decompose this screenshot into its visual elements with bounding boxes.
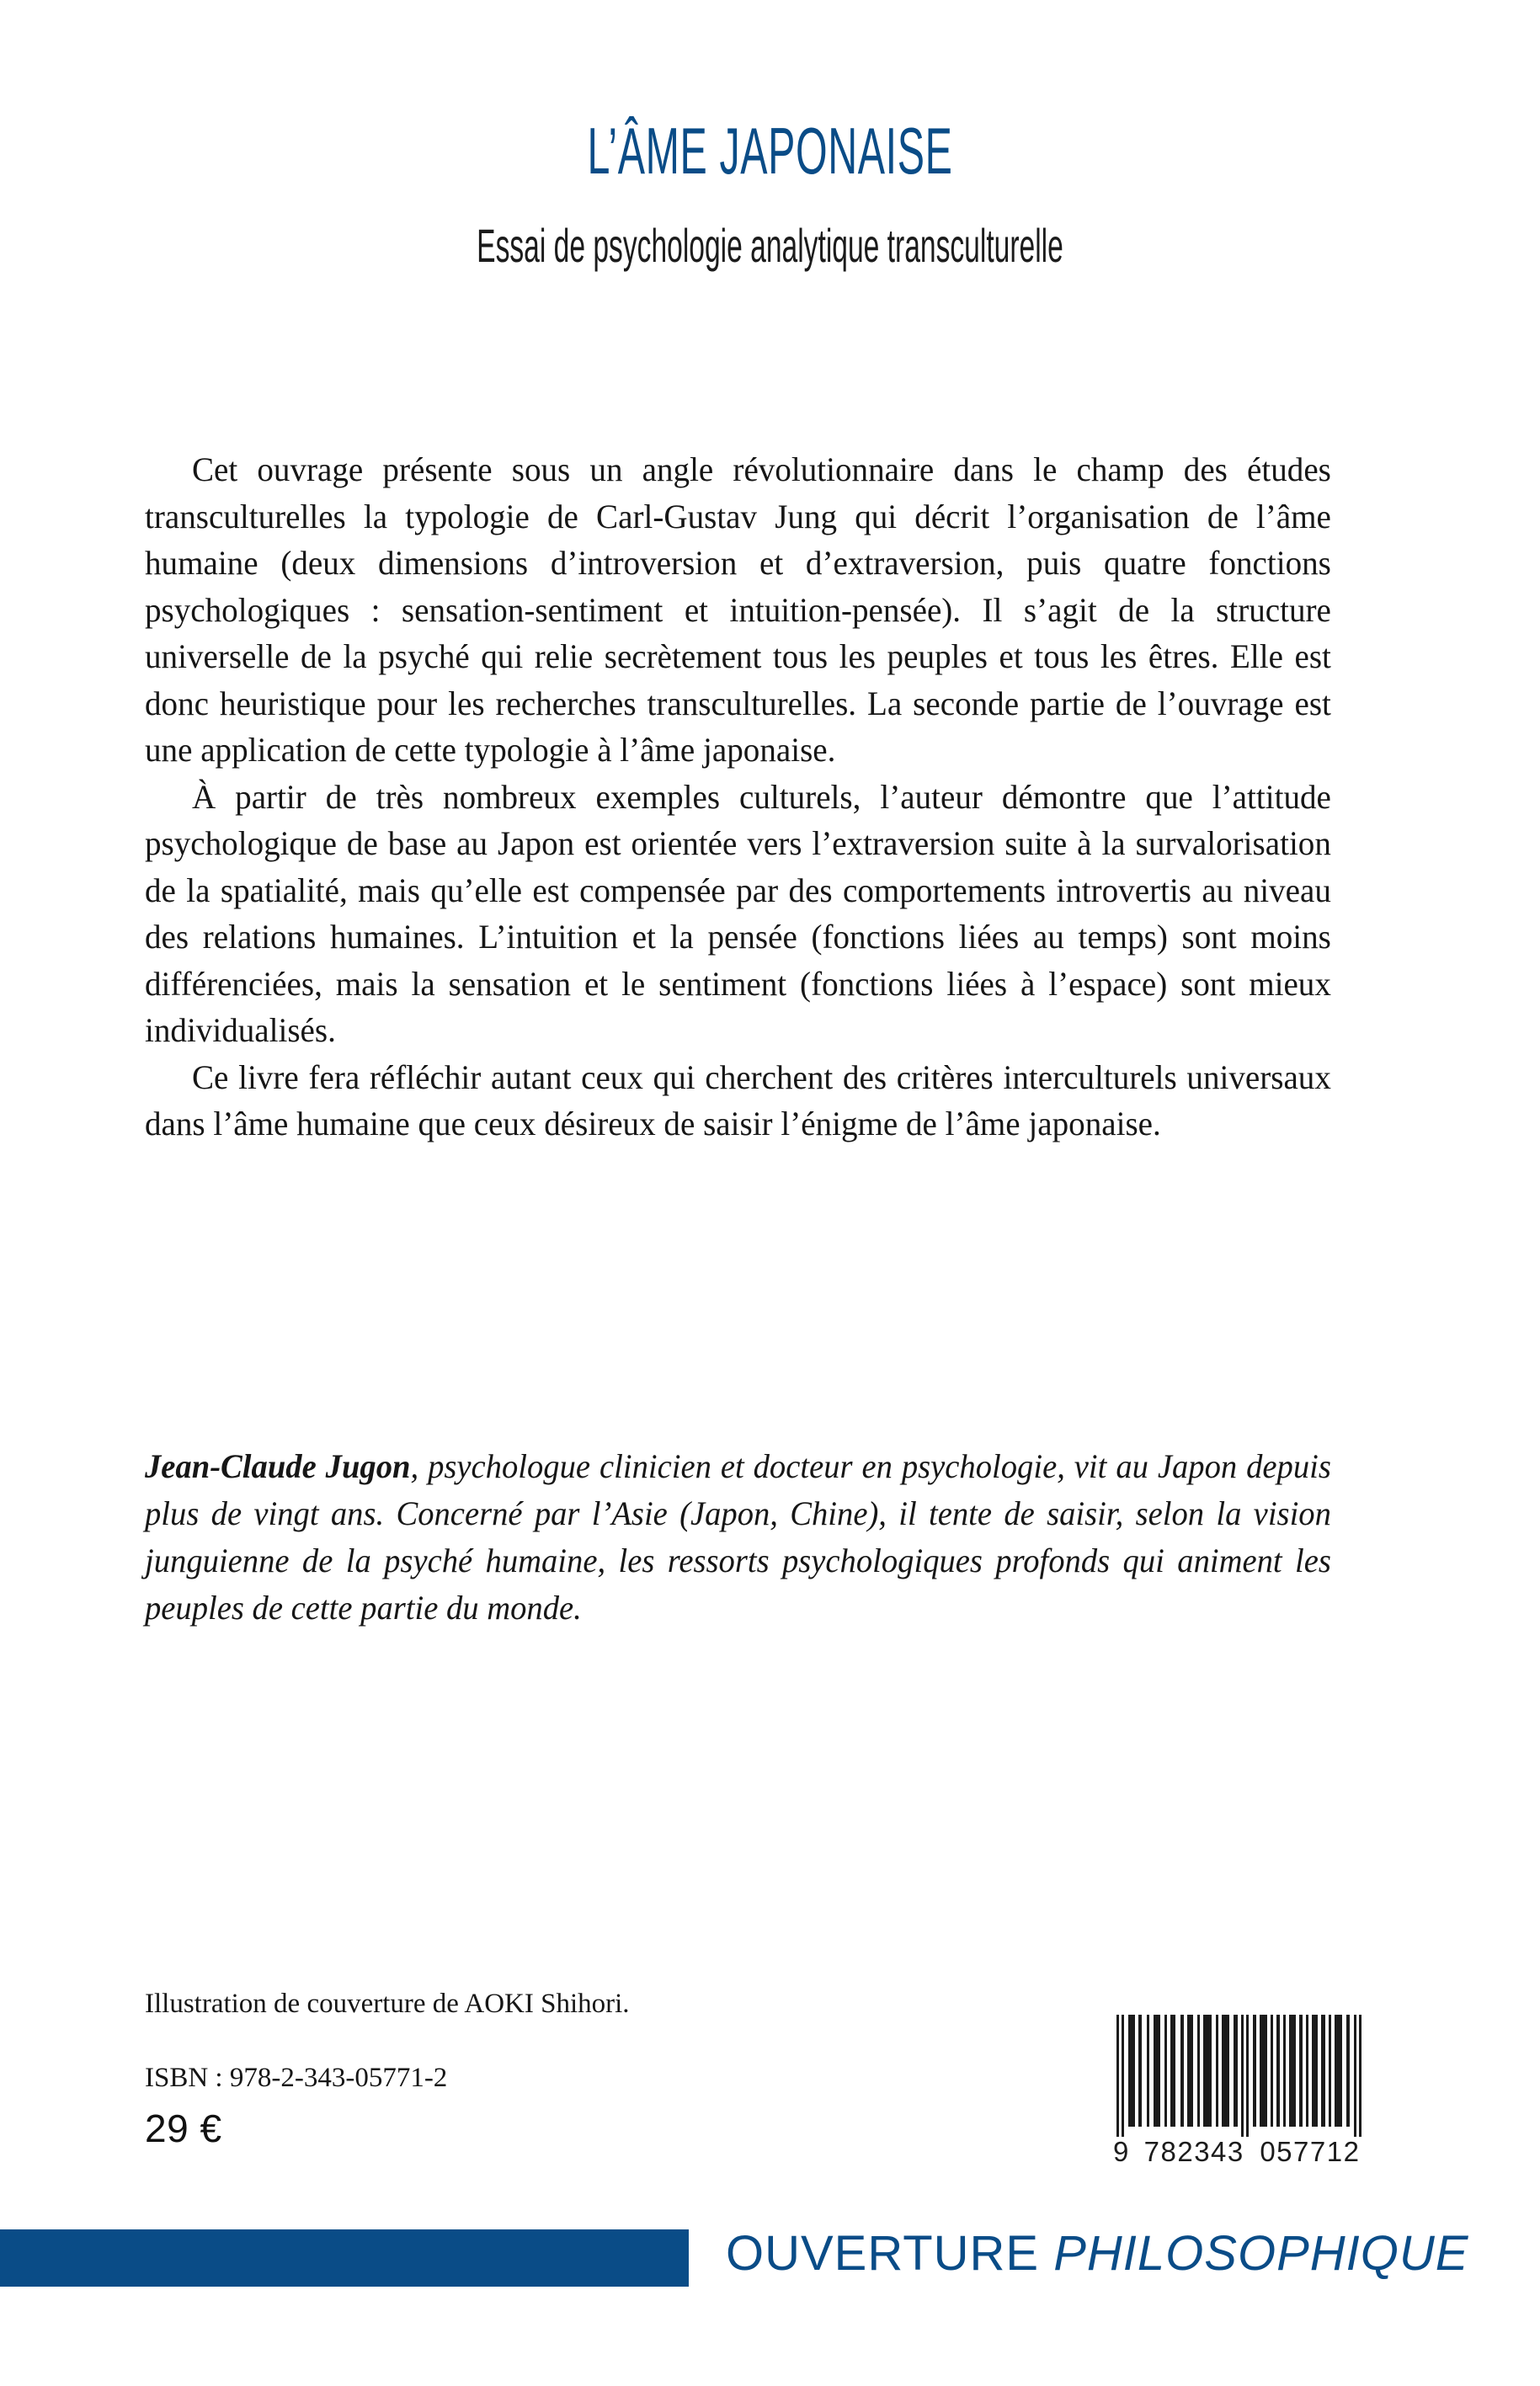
author-bio-section [145, 1443, 1374, 1632]
footer-meta [145, 1987, 903, 2150]
author-bio-paragraph [145, 1443, 1331, 1632]
barcode-digit-group-3: 057712 [1260, 2136, 1361, 2167]
blurb-paragraph-2: À partir de très nombreux exemples culturels, l’auteur démontre que l’attitude psychologique de base au Japon est orientée vers l’extraversion suite à la survalorisation de la spatialité, mais qu’elle est compensée par des comportements introvertis au niveau des relations humaines. L’intuition et la pensée (fonctions liées au temps) sont moins différenciées, mais la sensation et le sentiment (fonctions liées à l’espace) sont mieux individualisés. [145, 777, 1331, 1049]
page-subtitle: Essai de psychologie analytique transculturelle [477, 219, 1063, 272]
barcode-digits [1111, 2136, 1372, 2168]
barcode-digit-group-2: 782343 [1143, 2136, 1244, 2167]
title-block [0, 114, 1540, 272]
collection-name-part-2: PHILOSOPHIQUE [1053, 2226, 1469, 2281]
isbn-text: ISBN : 978-2-343-05771-2 [145, 2063, 448, 2093]
collection-name-part-1: OUVERTURE [726, 2226, 1040, 2281]
illustration-credit: Illustration de couverture de AOKI Shihori. [145, 1989, 630, 2019]
collection-banner-text [726, 2223, 1468, 2285]
barcode-bars-icon [1111, 2015, 1372, 2137]
page-title: L’ÂME JAPONAISE [587, 114, 953, 188]
barcode [1111, 2015, 1372, 2168]
blurb-section [145, 446, 1374, 1148]
blurb-paragraph-1: Cet ouvrage présente sous un angle révolutionnaire dans le champ des études transculturelles la typologie de Carl-Gustav Jung qui décrit l’organisation de l’âme humaine (deux dimensions d’introversion et d’extraversion, puis quatre fonctions psychologiques : sensation-sentiment et intuition-pensée). Il s’agit de la structure universelle de la psyché qui relie secrètement tous les peuples et tous les êtres. Elle est donc heuristique pour les recherches transculturelles. La seconde partie de l’ouvrage est une application de cette typologie à l’âme japonaise. [145, 450, 1331, 769]
author-name: Jean-Claude Jugon [145, 1447, 411, 1485]
price-text: 29 € [145, 2106, 222, 2150]
author-bio-text: , psychologue clinicien et docteur en psychologie, vit au Japon depuis plus de vingt ans. Concerné par l’Asie (Japon, Chine), il tente de saisir, selon la vision junguienne de la psyché humaine, les ressorts psychologiques profonds qui animent les peuples de cette partie du monde. [145, 1447, 1331, 1627]
collection-banner-bar [0, 2229, 689, 2287]
barcode-digit-group-1: 9 [1113, 2136, 1130, 2167]
blurb-paragraph-3: Ce livre fera réfléchir autant ceux qui cherchent des critères interculturels universaux dans l’âme humaine que ceux désireux de saisir l’énigme de l’âme japonaise. [145, 1057, 1331, 1142]
